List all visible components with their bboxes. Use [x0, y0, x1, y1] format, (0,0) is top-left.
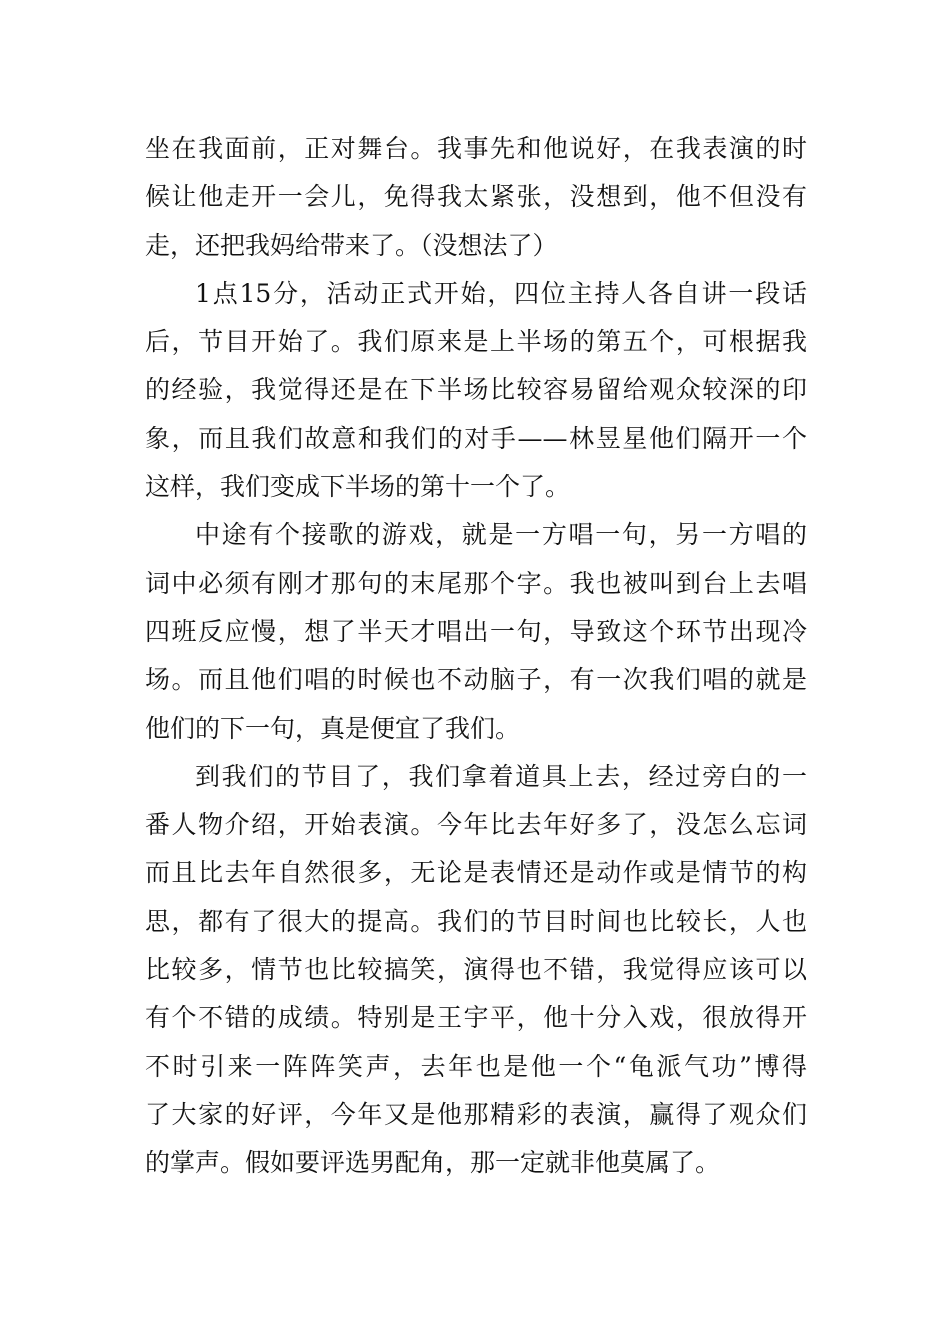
text-line: 思，都有了很大的提高。我们的节目时间也比较长，人也 — [145, 906, 807, 936]
text-line: 这样，我们变成下半场的第十一个了。 — [145, 472, 571, 502]
text-line: 不时引来一阵阵笑声，去年也是他一个“龟派气功”博得 — [145, 1051, 807, 1081]
text-line: 而且比去年自然很多，无论是表情还是动作或是情节的构 — [145, 858, 807, 888]
text-line: 有个不错的成绩。特别是王宇平，他十分入戏，很放得开 — [145, 1003, 807, 1033]
text-line: 的经验，我觉得还是在下半场比较容易留给观众较深的印 — [145, 375, 807, 405]
text-line: 他们的下一句，真是便宜了我们。 — [145, 713, 521, 743]
text-line: 词中必须有刚才那句的末尾那个字。我也被叫到台上去唱 — [145, 568, 807, 598]
text-line: 中途有个接歌的游戏，就是一方唱一句，另一方唱的 — [195, 520, 807, 550]
text-line: 坐在我面前，正对舞台。我事先和他说好，在我表演的时 — [145, 134, 807, 163]
text-line: 后，节目开始了。我们原来是上半场的第五个，可根据我 — [145, 327, 807, 357]
paragraph-2 — [145, 270, 807, 511]
text-line: 四班反应慢，想了半天才唱出一句，导致这个环节出现冷 — [145, 616, 807, 646]
text-line: 1点15分，活动正式开始，四位主持人各自讲一段话 — [195, 278, 807, 308]
text-line: 到我们的节目了，我们拿着道具上去，经过旁白的一 — [195, 761, 807, 791]
text-line: 象，而且我们故意和我们的对手——林昱星他们隔开一个 — [145, 423, 807, 453]
paragraph-4 — [145, 753, 807, 1188]
text-line: 走，还把我妈给带来了。（没想法了） — [145, 230, 558, 260]
text-line: 了大家的好评，今年又是他那精彩的表演，赢得了观众们 — [145, 1099, 807, 1129]
text-line: 番人物介绍，开始表演。今年比去年好多了，没怎么忘词 — [145, 810, 807, 840]
text-line: 场。而且他们唱的时候也不动脑子，有一次我们唱的就是 — [145, 665, 807, 695]
paragraph-3 — [145, 511, 807, 752]
text-line: 比较多，情节也比较搞笑，演得也不错，我觉得应该可以 — [145, 955, 807, 985]
text-line: 候让他走开一会儿，免得我太紧张，没想到，他不但没有 — [145, 182, 807, 212]
paragraph-1 — [145, 125, 807, 270]
text-line: 的掌声。假如要评选男配角，那一定就非他莫属了。 — [145, 1148, 721, 1178]
body-text — [145, 125, 807, 1188]
